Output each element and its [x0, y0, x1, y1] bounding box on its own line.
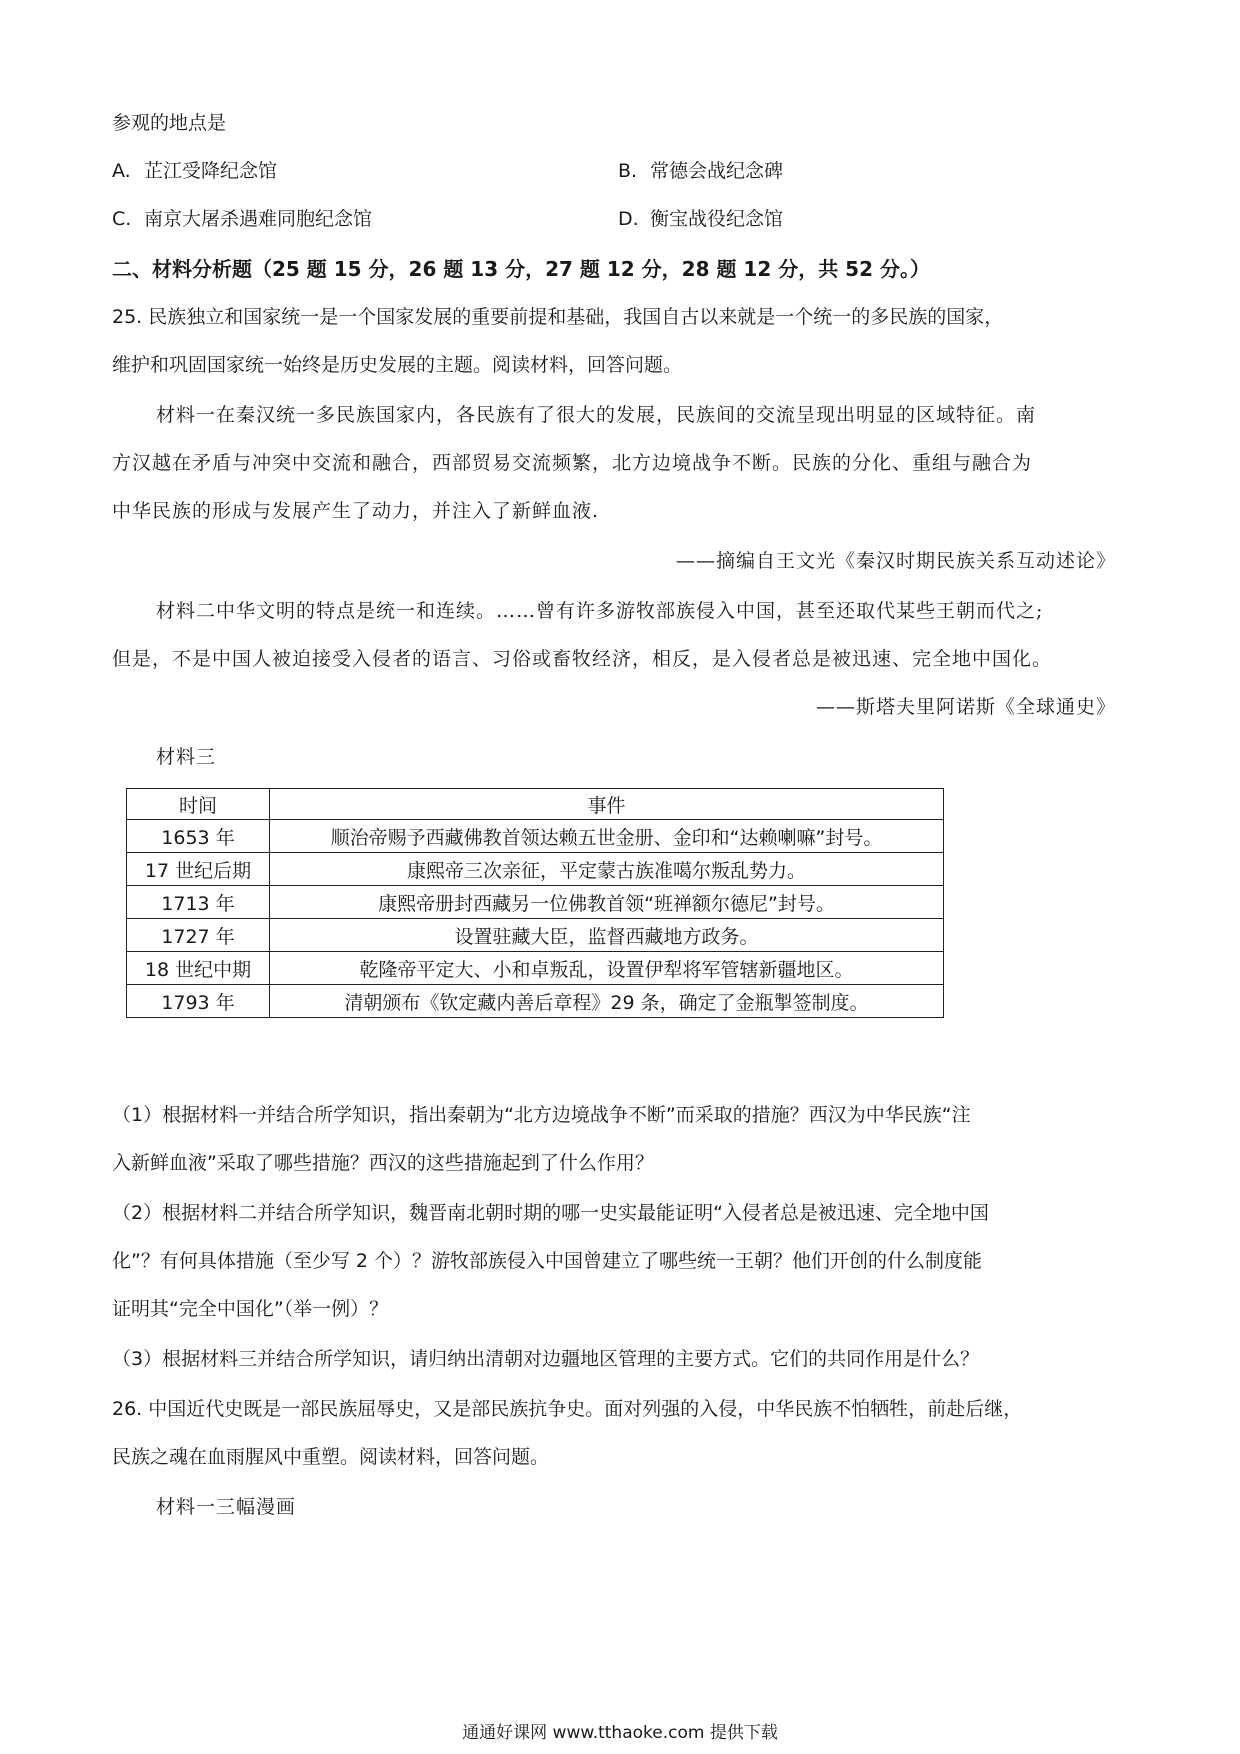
table-cell-time: 1713 年 — [127, 886, 270, 919]
table-cell-event: 设置驻藏大臣，监督西藏地方政务。 — [270, 919, 944, 952]
option-a-text: 芷江受降纪念馆 — [144, 160, 278, 182]
page-footer: 通通好课网 www.tthaoke.com 提供下载 — [462, 1723, 778, 1743]
material-3-table — [126, 788, 944, 1018]
continuation-line: 参观的地点是 — [112, 112, 227, 134]
table-cell-event: 顺治帝赐予西藏佛教首领达赖五世金册、金印和“达赖喇嘛”封号。 — [270, 820, 944, 853]
table-row — [127, 886, 944, 919]
table-header-row — [127, 789, 944, 820]
option-a — [112, 156, 277, 183]
material-3-label: 材料三 — [156, 746, 217, 768]
q25-sub1-line2: 入新鲜血液”采取了哪些措施？西汉的这些措施起到了什么作用？ — [112, 1152, 654, 1174]
table-header-event: 事件 — [270, 789, 944, 820]
table-row — [127, 919, 944, 952]
option-a-label: A. — [112, 160, 131, 182]
table-cell-time: 1793 年 — [127, 985, 270, 1018]
q25-sub2-line1: （2）根据材料二并结合所学知识，魏晋南北朝时期的哪一史实最能证明“入侵者总是被迅速、完全地中国 — [112, 1202, 989, 1224]
table-row — [127, 820, 944, 853]
option-d — [618, 204, 783, 231]
table-cell-time: 18 世纪中期 — [127, 952, 270, 985]
material-2-source: ——斯塔夫里阿诺斯《全球通史》 — [815, 696, 1116, 718]
table-cell-time: 17 世纪后期 — [127, 853, 270, 886]
table-cell-event: 清朝颁布《钦定藏内善后章程》29 条，确定了金瓶掣签制度。 — [270, 985, 944, 1018]
table-row — [127, 853, 944, 886]
table-row — [127, 952, 944, 985]
option-c-label: C. — [112, 208, 132, 230]
material-1-source: ——摘编自王文光《秦汉时期民族关系互动述论》 — [675, 550, 1116, 572]
option-c — [112, 204, 372, 231]
option-d-label: D. — [618, 208, 639, 230]
option-b-text: 常德会战纪念碑 — [650, 160, 784, 182]
material-1-line2: 方汉越在矛盾与冲突中交流和融合，西部贸易交流频繁，北方边境战争不断。民族的分化、重组与融合为 — [112, 452, 1033, 474]
q26-intro-line1: 26. 中国近代史既是一部民族屈辱史，又是部民族抗争史。面对列强的入侵，中华民族不怕牺牲，前赴后继， — [112, 1398, 1023, 1420]
q25-intro-line1: 25. 民族独立和国家统一是一个国家发展的重要前提和基础，我国自古以来就是一个统一的多民族的国家， — [112, 306, 1004, 328]
material-2-line2: 但是，不是中国人被迫接受入侵者的语言、习俗或畜牧经济，相反，是入侵者总是被迅速、完全地中国化。 — [112, 648, 1053, 670]
q26-intro-line2: 民族之魂在血雨腥风中重塑。阅读材料，回答问题。 — [112, 1446, 550, 1468]
q25-sub2-line3: 证明其“完全中国化”（举一例）？ — [112, 1298, 389, 1320]
option-b — [618, 156, 783, 183]
q25-intro-line2: 维护和巩固国家统一始终是历史发展的主题。阅读材料，回答问题。 — [112, 354, 683, 376]
option-d-text: 衡宝战役纪念馆 — [650, 208, 784, 230]
table-cell-event: 康熙帝三次亲征，平定蒙古族准噶尔叛乱势力。 — [270, 853, 944, 886]
table-cell-time: 1653 年 — [127, 820, 270, 853]
material-1-line3: 中华民族的形成与发展产生了动力，并注入了新鲜血液. — [112, 500, 600, 522]
section-title: 二、材料分析题（25 题 15 分，26 题 13 分，27 题 12 分，28 题 12 分，共 52 分。） — [112, 257, 930, 281]
q25-sub3-line1: （3）根据材料三并结合所学知识，请归纳出清朝对边疆地区管理的主要方式。它们的共同作用是什么？ — [112, 1348, 980, 1370]
material-2-line1: 材料二中华文明的特点是统一和连续。……曾有许多游牧部族侵入中国，甚至还取代某些王朝而代之; — [156, 600, 1044, 622]
material-1-line1: 材料一在秦汉统一多民族国家内，各民族有了很大的发展，民族间的交流呈现出明显的区域特征。南 — [156, 404, 1037, 426]
table-header-time: 时间 — [127, 789, 270, 820]
option-b-label: B. — [618, 160, 638, 182]
q25-sub2-line2: 化”？有何具体措施（至少写 2 个）？游牧部族侵入中国曾建立了哪些统一王朝？他们开创的什么制度能 — [112, 1250, 983, 1272]
table-row — [127, 985, 944, 1018]
table-cell-event: 乾隆帝平定大、小和卓叛乱，设置伊犁将军管辖新疆地区。 — [270, 952, 944, 985]
option-c-text: 南京大屠杀遇难同胞纪念馆 — [144, 208, 373, 230]
table-cell-time: 1727 年 — [127, 919, 270, 952]
table-cell-event: 康熙帝册封西藏另一位佛教首领“班禅额尔德尼”封号。 — [270, 886, 944, 919]
q26-material-1-label: 材料一三幅漫画 — [156, 1496, 297, 1518]
q25-sub1-line1: （1）根据材料一并结合所学知识，指出秦朝为“北方边境战争不断”而采取的措施？西汉为中华民族“注 — [112, 1104, 971, 1126]
